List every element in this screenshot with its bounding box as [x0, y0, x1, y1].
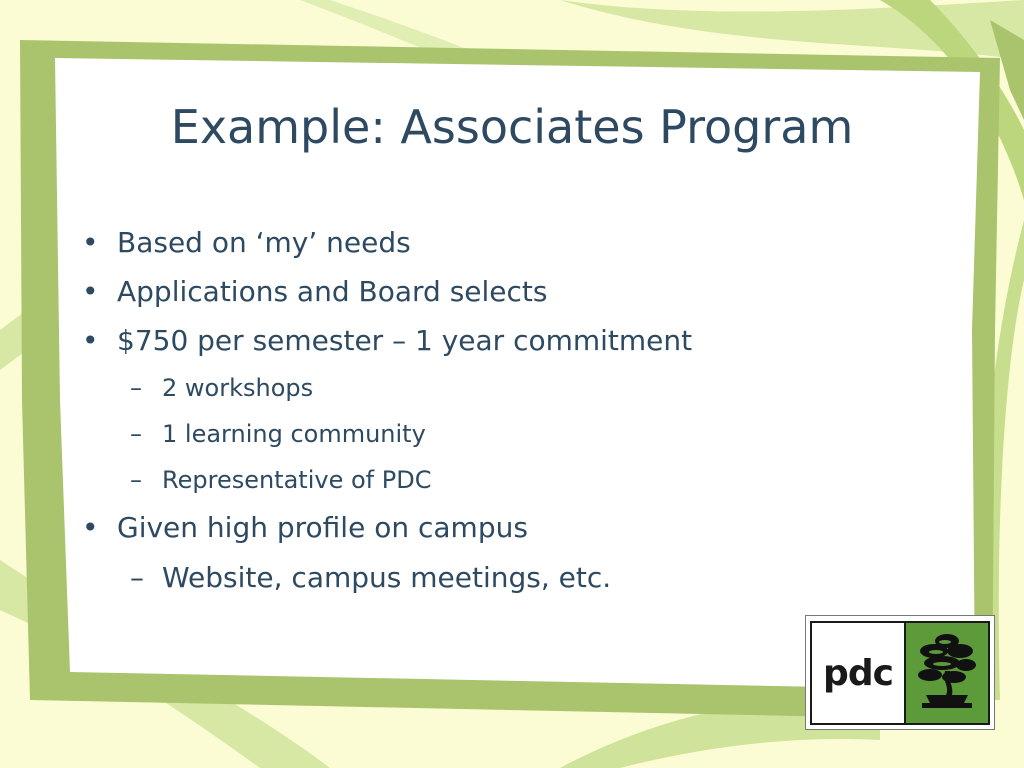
logo-frame: [810, 621, 990, 725]
sub-bullet-item: – Representative of PDC: [80, 457, 940, 503]
sub-bullet-item: – 1 learning community: [80, 411, 940, 457]
bullet-item: • $750 per semester – 1 year commitment: [80, 316, 940, 365]
bullet-item: • Applications and Board selects: [80, 267, 940, 316]
bullet-item: • Given high profile on campus: [80, 503, 940, 552]
slide-title: Example: Associates Program: [170, 100, 854, 154]
logo-text-box: [812, 623, 906, 723]
logo-text: pdc: [823, 652, 893, 694]
bonsai-tree-icon: [906, 623, 988, 723]
bullet-item: • Based on ‘my’ needs: [80, 218, 940, 267]
pdc-logo: [805, 615, 995, 730]
bullet-list: [80, 218, 940, 604]
sub-bullet-item: – Website, campus meetings, etc.: [80, 552, 940, 604]
sub-bullet-item: – 2 workshops: [80, 365, 940, 411]
